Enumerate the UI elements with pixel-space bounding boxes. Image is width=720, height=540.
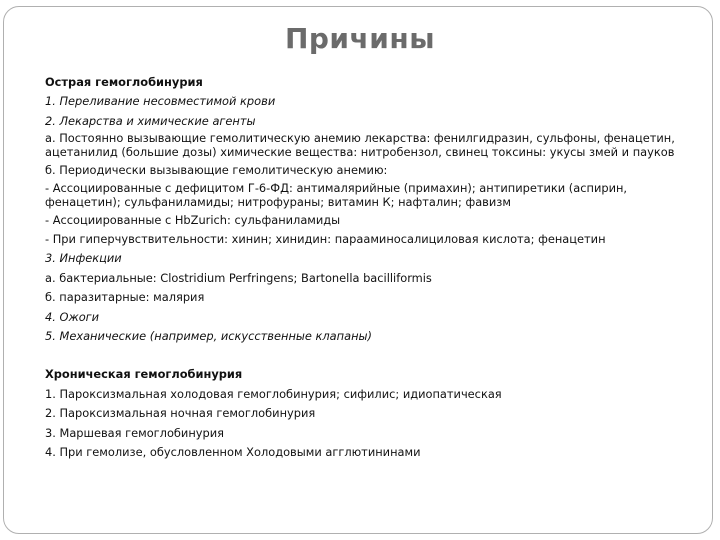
acute-item-11: 4. Ожоги [45, 309, 100, 324]
chronic-heading: Хроническая гемоглобинурия [45, 367, 243, 382]
section-spacer [45, 346, 685, 365]
acute-item-10: б. паразитарные: малярия [45, 290, 205, 305]
chronic-item-2: 2. Пароксизмальная ночная гемоглобинурия [45, 406, 316, 421]
acute-item-9: а. бактериальные: Clostridium Perfringens; Bartonella bacilliformis [45, 270, 432, 285]
acute-item-12: 5. Механические (например, искусственные клапаны) [45, 329, 372, 344]
acute-item-1-text: 1. Переливание несовместимой крови [45, 94, 276, 109]
acute-item-8: 3. Инфекции [45, 251, 122, 266]
chronic-item-4: 4. При гемолизе, обусловленном Холодовыми агглютининами [45, 445, 421, 460]
acute-item-7: - При гиперчувствительности: хинин; хинидин: парааминосалициловая кислота; фенацетин [45, 232, 606, 247]
acute-item-5: - Ассоциированные с дефицитом Г-6-ФД: антималярийные (примахин); антипиретики (аспирин, фенацетин); сульфаниламиды; нитрофураны; витамин К; нафталин; фавизм [45, 180, 628, 209]
acute-item-3: а. Постоянно вызывающие гемолитическую анемию лекарства: фенилгидразин, сульфоны, фенацетин, ацетанилид (большие дозы) химические вещества: нитробензол, свинец токсины: укусы змей и пауков [45, 131, 675, 160]
chronic-item-3: 3. Маршевая гемоглобинурия [45, 425, 225, 440]
slide-title: Причины [284, 22, 436, 55]
slide-content [45, 73, 685, 463]
acute-item-2: 2. Лекарства и химические агенты [45, 113, 256, 128]
acute-heading: Острая гемоглобинурия [45, 75, 203, 89]
chronic-item-1: 1. Пароксизмальная холодовая гемоглобинурия; сифилис; идиопатическая [45, 386, 502, 401]
acute-item-6: - Ассоциированные с HbZurich: сульфаниламиды [45, 212, 341, 227]
acute-item-1 [45, 92, 685, 111]
acute-item-4: б. Периодически вызывающие гемолитическую анемию: [45, 163, 388, 178]
